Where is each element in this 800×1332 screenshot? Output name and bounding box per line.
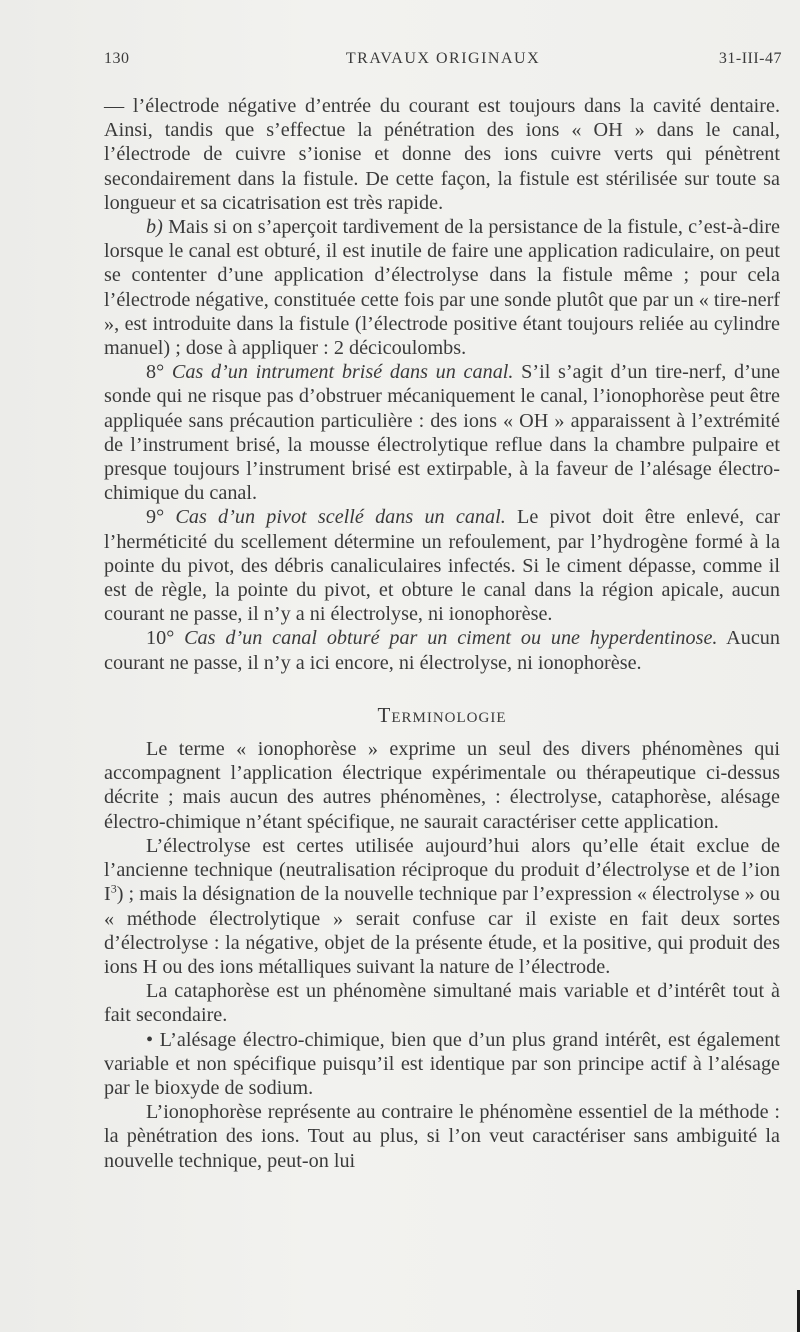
paragraph-5 bbox=[104, 626, 780, 674]
paragraph-6: Le terme « ionophorèse » exprime un seul des divers phénomènes qui accompagnent l’application électrique expérimentale ou thérapeutique ci-dessus décrite ; mais aucun des autres phénomènes, : électrolyse, cataphorèse, alésage électro-chimique n’étant spécifique, ne saurait caractériser cette application. bbox=[104, 738, 780, 833]
paragraph-4 bbox=[104, 505, 780, 626]
paragraph-1: — l’électrode négative d’entrée du courant est toujours dans la cavité dentaire. Ainsi, tandis que s’effectue la pénétration des ions « OH » dans le canal, l’électrode de cuivre s’ionise et donne des ions cuivre verts qui pénètrent secondairement dans la fistule. De cette façon, la fistule est stérilisée sur toute sa longueur et sa cicatrisation est très rapide. bbox=[104, 95, 780, 214]
item-title-10: Cas d’un canal obturé par un ciment ou une hyperdentinose. bbox=[184, 627, 718, 650]
item-number-9: 9° bbox=[146, 506, 165, 529]
paragraph-10: L’ionophorèse représente au contraire le phénomène essentiel de la méthode : la pènétration des ions. Tout au plus, si l’on veut caractériser sans ambiguité la nouvelle technique, peut-on lui bbox=[104, 1101, 780, 1172]
paragraph-7-text-b: ) ; mais la désignation de la nouvelle technique par l’expression « électrolyse » ou « méthode électrolytique » serait confuse car il existe en fait deux sortes d’électrolyse : la négative, objet de la présente étude, et la positive, qui produit des ions H ou des ions métalliques suivant la nature de l’électrode. bbox=[104, 883, 780, 978]
paragraph-5-text: Aucun courant ne passe, il n’y a ici encore, ni électrolyse, ni ionophorèse. bbox=[104, 627, 780, 674]
item-title-9: Cas d’un pivot scellé dans un canal. bbox=[175, 506, 506, 529]
paragraph-9: • L’alésage électro-chimique, bien que d’un plus grand intérêt, est également variable et non spécifique puisqu’il est identique par son principe actif à l’alésage par le bioxyde de sodium. bbox=[104, 1028, 780, 1099]
paragraph-7 bbox=[104, 834, 780, 979]
item-number-8: 8° bbox=[146, 361, 165, 384]
paragraph-2-text: Mais si on s’aperçoit tardivement de la persistance de la fistule, c’est-à-dire lorsque le canal est obturé, il est inutile de faire une application radiculaire, on peut se contenter d’une application d’électrolyse dans la fistule même ; pour cela l’électrode négative, constituée cette fois par une sonde plutôt que par un « tire-nerf », est introduite dans la fistule (l’électrode positive étant toujours reliée au cylindre manuel) ; dose à appliquer : 2 décicoulombs. bbox=[104, 216, 781, 360]
paragraph-3 bbox=[104, 360, 780, 505]
paragraph-8: La cataphorèse est un phénomène simultané mais variable et d’intérêt tout à fait secondaire. bbox=[104, 980, 780, 1027]
running-head bbox=[104, 50, 782, 74]
paragraph-7-text-a: L’électrolyse est certes utilisée aujourd’hui alors qu’elle était exclue de l’ancienne technique (neutralisation réciproque du produit d’électrolyse et de l’ion I bbox=[104, 834, 780, 906]
running-head-title: TRAVAUX ORIGINAUX bbox=[345, 50, 541, 67]
paragraph-2 bbox=[104, 215, 780, 360]
article-body bbox=[104, 94, 780, 1173]
item-number-10: 10° bbox=[146, 627, 175, 650]
item-title-8: Cas d’un intrument brisé dans un canal. bbox=[171, 361, 514, 384]
paragraph-4-text: Le pivot doit être enlevé, car l’herméticité du scellement détermine un refoulement, par l’hydrogène formé à la pointe du pivot, des débris canaliculaires infectés. Si le ciment dépasse, comme il est de règle, la pointe du pivot, et obture le canal dans la région apicale, aucun courant ne passe, il n’y a ni électrolyse, ni ionophorèse. bbox=[104, 506, 780, 626]
item-label-b: b) bbox=[146, 216, 163, 239]
page-number: 130 bbox=[104, 50, 130, 67]
issue-date: 31-III-47 bbox=[718, 50, 782, 67]
section-heading: Terminologie bbox=[377, 702, 507, 727]
paragraph-3-text: S’il s’agit d’un tire-nerf, d’une sonde qui ne risque pas d’obstruer mécaniquement le canal, l’ionophorèse peut être appliquée sans précaution particulière : des ions « OH » apparaissent à l’extrémité de l’instrument brisé, la mousse électrolytique reflue dans la chambre pulpaire et presque toujours l’instrument brisé est extirpable, à la faveur de l’alésage électro-chimique du canal. bbox=[104, 361, 780, 505]
superscript-3: 3 bbox=[110, 881, 117, 896]
